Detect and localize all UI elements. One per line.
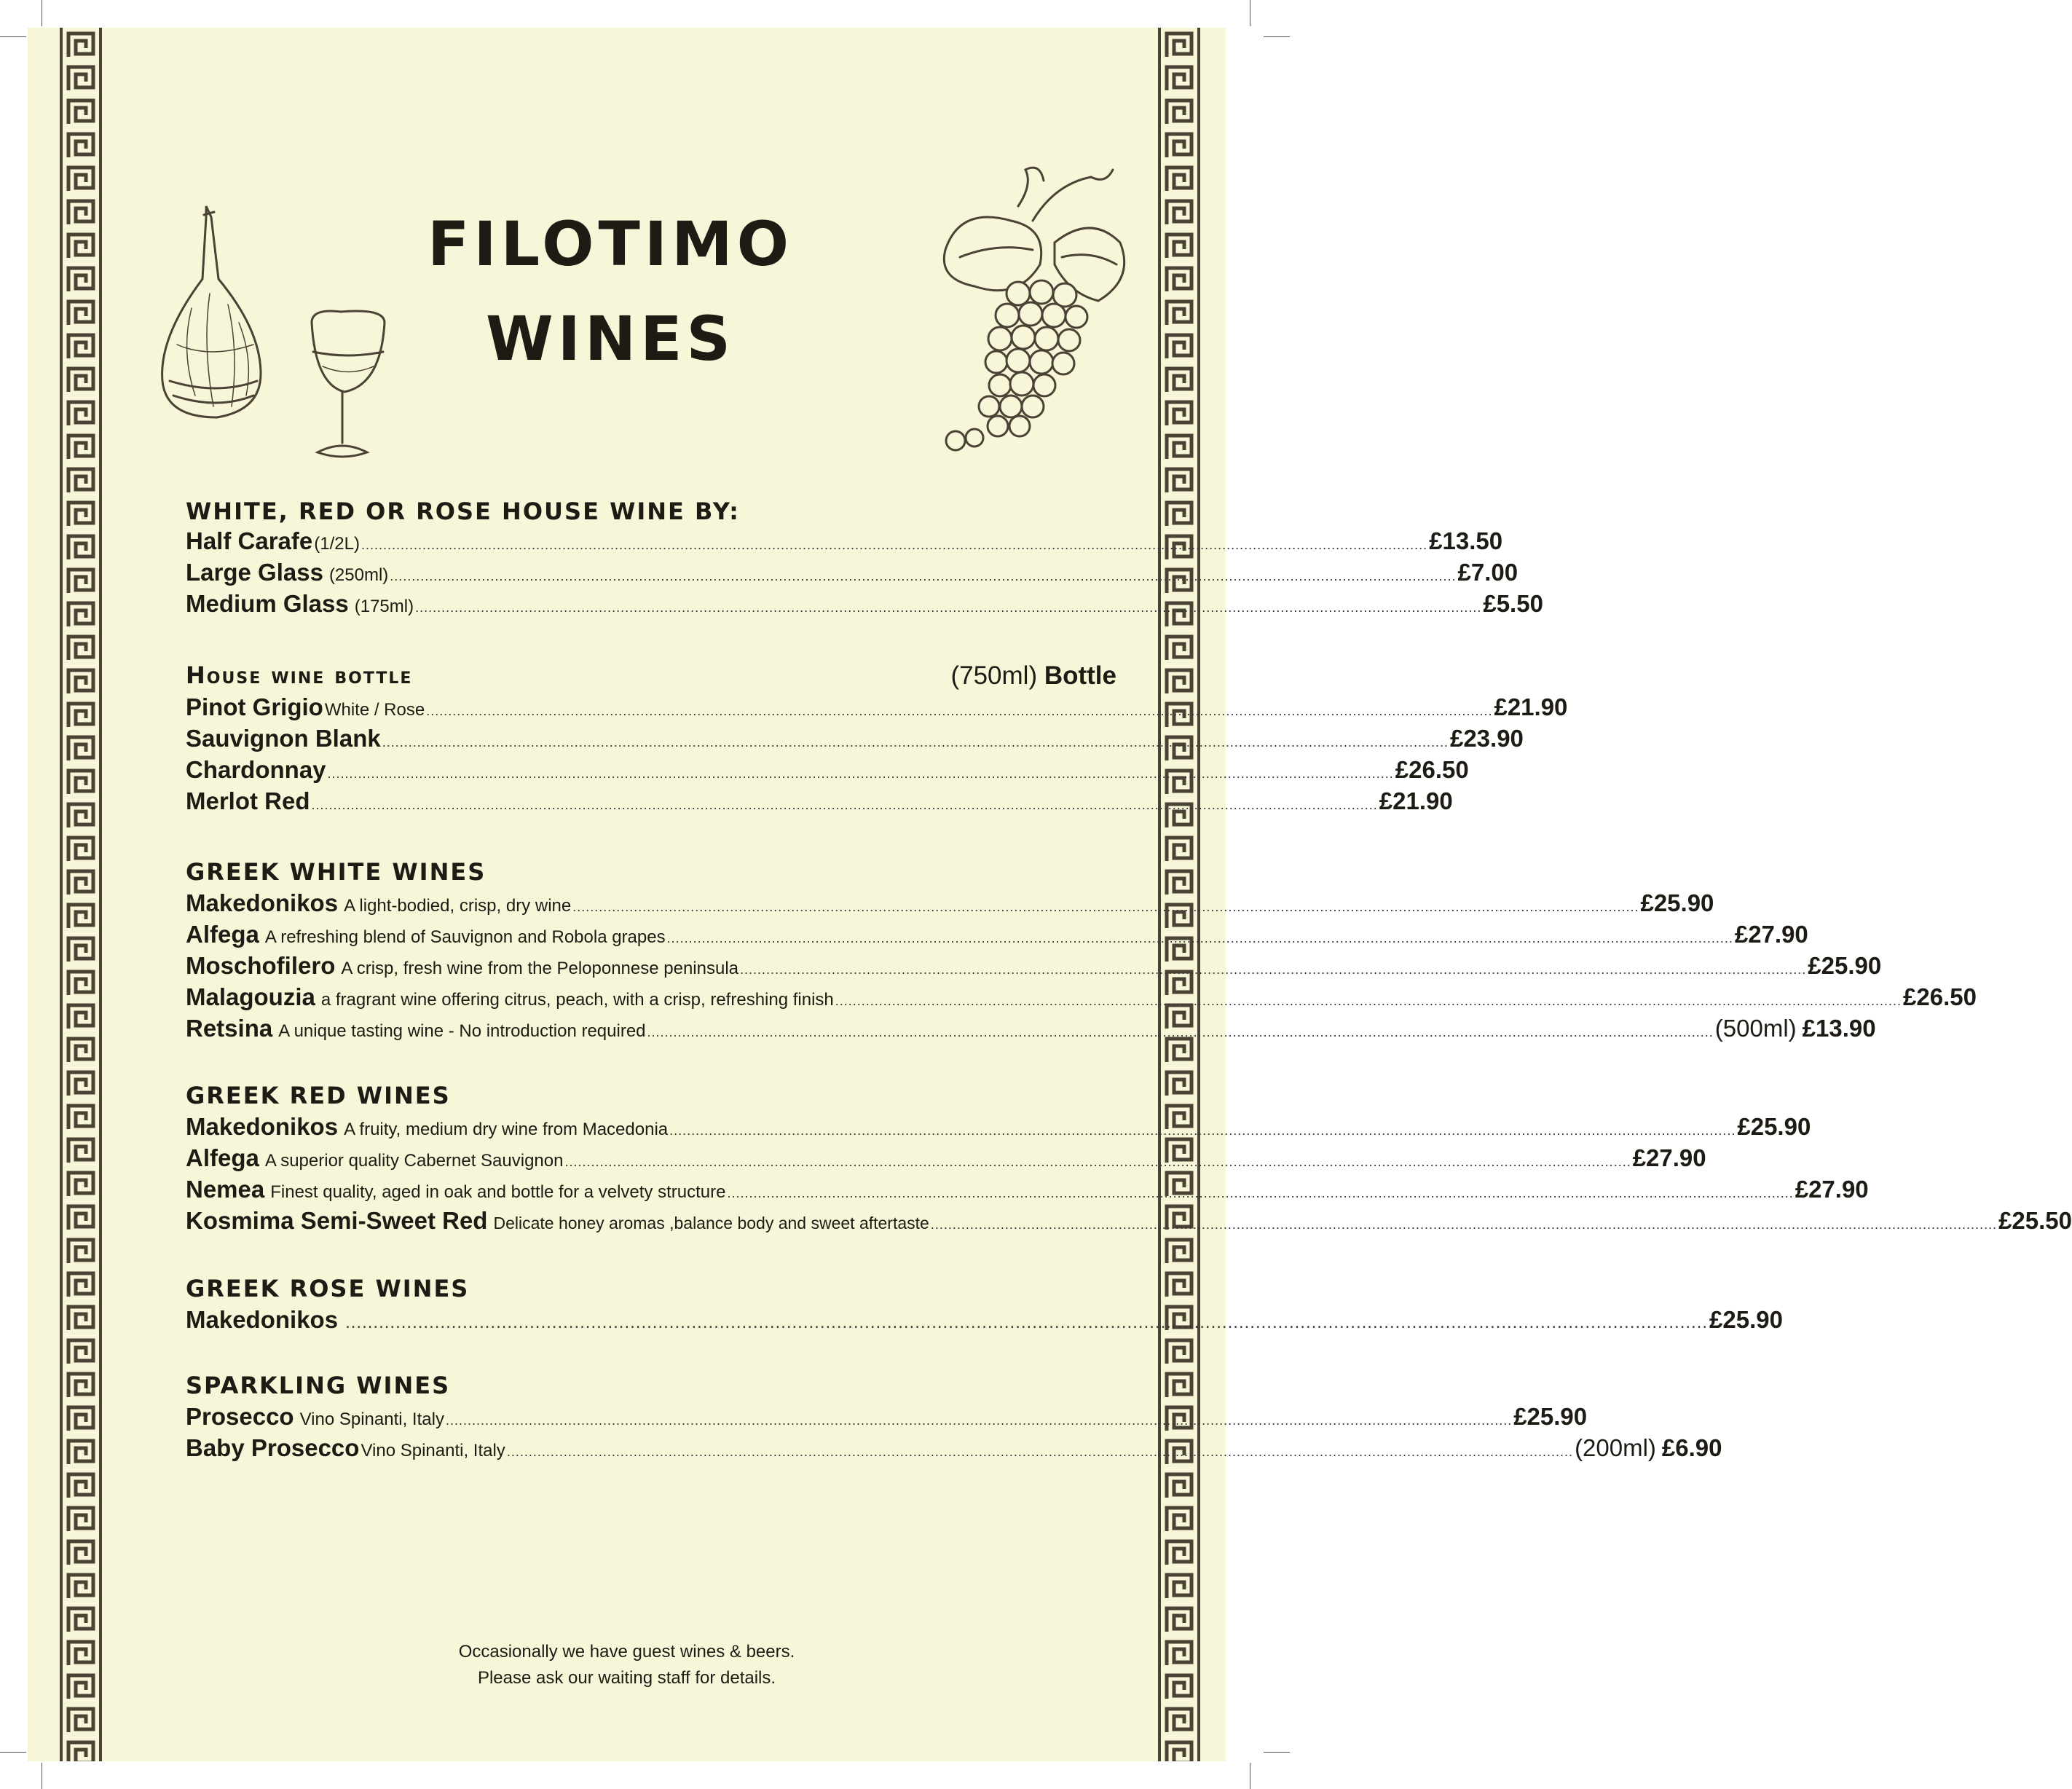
menu-item (186, 1403, 1588, 1434)
menu-item (186, 1434, 1722, 1465)
item-note: Delicate honey aromas ,balance body and sweet aftertaste (493, 1214, 929, 1232)
dot-leader: .................................................................................................................................................................................................................................................... (666, 931, 1733, 945)
dot-leader: .................................................................................................................................................................................................................................................... (647, 1025, 1714, 1039)
menu-item (186, 921, 1808, 951)
item-price: £21.90 (1494, 693, 1568, 720)
dot-leader: .................................................................................................................................................................................................................................................... (345, 1313, 1709, 1332)
item-name: Moschofilero (186, 952, 336, 979)
greek-key-border-right (1157, 28, 1202, 1761)
dot-leader: .................................................................................................................................................................................................................................................... (669, 1123, 1736, 1138)
item-price: £26.50 (1395, 756, 1469, 783)
item-price: £27.90 (1795, 1176, 1869, 1203)
item-name: Half Carafe (186, 527, 313, 554)
bottle-unit-label: Bottle (1044, 661, 1116, 690)
item-note: Vino Spinanti, Italy (361, 1441, 505, 1460)
item-note: a fragrant wine offering citrus, peach, with a crisp, refreshing finish (320, 990, 834, 1010)
dot-leader: .................................................................................................................................................................................................................................................... (572, 900, 1639, 914)
menu-item (186, 590, 1543, 621)
menu-item (186, 527, 1503, 558)
menu-item (186, 952, 1882, 983)
dot-leader: .................................................................................................................................................................................................................................................... (426, 704, 1493, 718)
menu-page (28, 28, 2072, 1761)
menu-item (186, 1015, 1876, 1045)
footer-line: Occasionally we have guest wines & beers. (458, 1642, 795, 1662)
section-title-house-wine: WHITE, RED OR ROSE HOUSE WINE BY: (186, 498, 740, 525)
greek-key-border-left (58, 28, 103, 1761)
dot-leader: .................................................................................................................................................................................................................................................... (835, 994, 1902, 1008)
item-note: A light-bodied, crisp, dry wine (344, 896, 572, 916)
item-price: £25.90 (1513, 1403, 1588, 1430)
dot-leader: .................................................................................................................................................................................................................................................... (564, 1155, 1631, 1169)
menu-item (186, 1306, 1783, 1337)
item-name: Retsina (186, 1015, 273, 1042)
item-price: £25.50 (1998, 1207, 2072, 1234)
item-price: £21.90 (1379, 787, 1453, 814)
item-note: A refreshing blend of Sauvignon and Robola grapes (264, 927, 666, 947)
item-note: (1/2L) (314, 534, 360, 554)
item-note: White / Rose (324, 700, 425, 720)
menu-item (186, 787, 1453, 818)
crop-mark (1264, 1752, 1290, 1753)
item-name: Sauvignon Blank (186, 725, 381, 752)
item-note: A fruity, medium dry wine from Macedonia (344, 1120, 669, 1139)
item-name: Nemea (186, 1176, 265, 1203)
decanter-and-glass-icon (151, 177, 406, 472)
menu-item (186, 559, 1518, 589)
item-name: Alfega (186, 921, 259, 948)
item-price: £27.90 (1734, 921, 1808, 948)
dot-leader: .................................................................................................................................................................................................................................................... (727, 1186, 1794, 1200)
item-size: (500ml) (1714, 1015, 1797, 1042)
item-name: Pinot Grigio (186, 693, 323, 720)
grapes-icon (931, 155, 1142, 465)
footer-line: Please ask our waiting staff for details. (477, 1668, 776, 1688)
item-price: £25.90 (1737, 1113, 1811, 1140)
item-note: (250ml) (328, 565, 389, 585)
footer-note (392, 1639, 862, 1691)
item-price: £13.90 (1802, 1015, 1876, 1042)
item-price: £13.50 (1429, 527, 1503, 554)
item-name: Alfega (186, 1144, 259, 1171)
dot-leader: .................................................................................................................................................................................................................................................... (390, 569, 1457, 583)
menu-item (186, 889, 1714, 920)
section-title-sparkling: SPARKLING WINES (186, 1372, 451, 1399)
crop-mark (1264, 36, 1290, 37)
dot-leader: .................................................................................................................................................................................................................................................... (415, 600, 1482, 615)
item-price: £25.90 (1640, 889, 1714, 916)
section-title-greek-white: GREEK WHITE WINES (186, 858, 487, 886)
crop-mark (0, 1752, 26, 1753)
item-price: £25.90 (1709, 1306, 1783, 1333)
item-name: Makedonikos (186, 1306, 339, 1333)
dot-leader: .................................................................................................................................................................................................................................................... (930, 1217, 1998, 1232)
item-note: Vino Spinanti, Italy (299, 1409, 444, 1429)
item-name: Kosmima Semi-Sweet Red (186, 1207, 488, 1234)
item-price: £26.50 (1903, 983, 1977, 1010)
item-name: Large Glass (186, 559, 323, 586)
item-price: £7.00 (1457, 559, 1518, 586)
menu-item (186, 756, 1469, 787)
item-price: £5.50 (1483, 590, 1543, 617)
item-note: Finest quality, aged in oak and bottle for a velvety structure (270, 1182, 726, 1202)
item-note: (175ml) (354, 597, 414, 616)
item-price: £23.90 (1449, 725, 1524, 752)
item-name: Makedonikos (186, 1113, 339, 1140)
page-title-line2: WINES (485, 303, 736, 374)
dot-leader: .................................................................................................................................................................................................................................................... (382, 735, 1449, 750)
dot-leader: .................................................................................................................................................................................................................................................... (740, 962, 1807, 977)
item-note: A superior quality Cabernet Sauvignon (264, 1151, 564, 1171)
menu-item (186, 693, 1568, 724)
dot-leader: .................................................................................................................................................................................................................................................... (327, 766, 1394, 781)
bottle-size-header (950, 661, 1116, 691)
item-note: A unique tasting wine - No introduction required (278, 1021, 646, 1041)
item-note: A crisp, fresh wine from the Peloponnese peninsula (341, 959, 739, 978)
section-title-house-bottle: House wine bottle (186, 661, 413, 689)
item-price: £27.90 (1632, 1144, 1706, 1171)
menu-item (186, 1144, 1706, 1175)
dot-leader: .................................................................................................................................................................................................................................................... (311, 798, 1378, 812)
menu-item (186, 1207, 2072, 1238)
item-size: (200ml) (1575, 1434, 1656, 1461)
item-price: £6.90 (1661, 1434, 1722, 1461)
dot-leader: .................................................................................................................................................................................................................................................... (361, 538, 1428, 552)
crop-mark (0, 36, 26, 37)
menu-item (186, 1113, 1811, 1144)
item-name: Malagouzia (186, 983, 315, 1010)
item-name: Medium Glass (186, 590, 349, 617)
dot-leader: .................................................................................................................................................................................................................................................... (506, 1444, 1574, 1459)
item-price: £25.90 (1808, 952, 1882, 979)
menu-item (186, 725, 1524, 755)
bottle-size-label: (750ml) (950, 661, 1038, 690)
item-name: Prosecco (186, 1403, 294, 1430)
menu-item (186, 1176, 1869, 1206)
section-title-greek-red: GREEK RED WINES (186, 1082, 451, 1109)
item-name: Chardonnay (186, 756, 326, 783)
section-title-greek-rose: GREEK ROSE WINES (186, 1275, 470, 1302)
dot-leader: .................................................................................................................................................................................................................................................... (445, 1413, 1513, 1428)
page-title-line1: FILOTIMO (427, 208, 794, 280)
menu-item (186, 983, 1977, 1014)
item-name: Makedonikos (186, 889, 339, 916)
item-name: Baby Prosecco (186, 1434, 360, 1461)
item-name: Merlot Red (186, 787, 310, 814)
